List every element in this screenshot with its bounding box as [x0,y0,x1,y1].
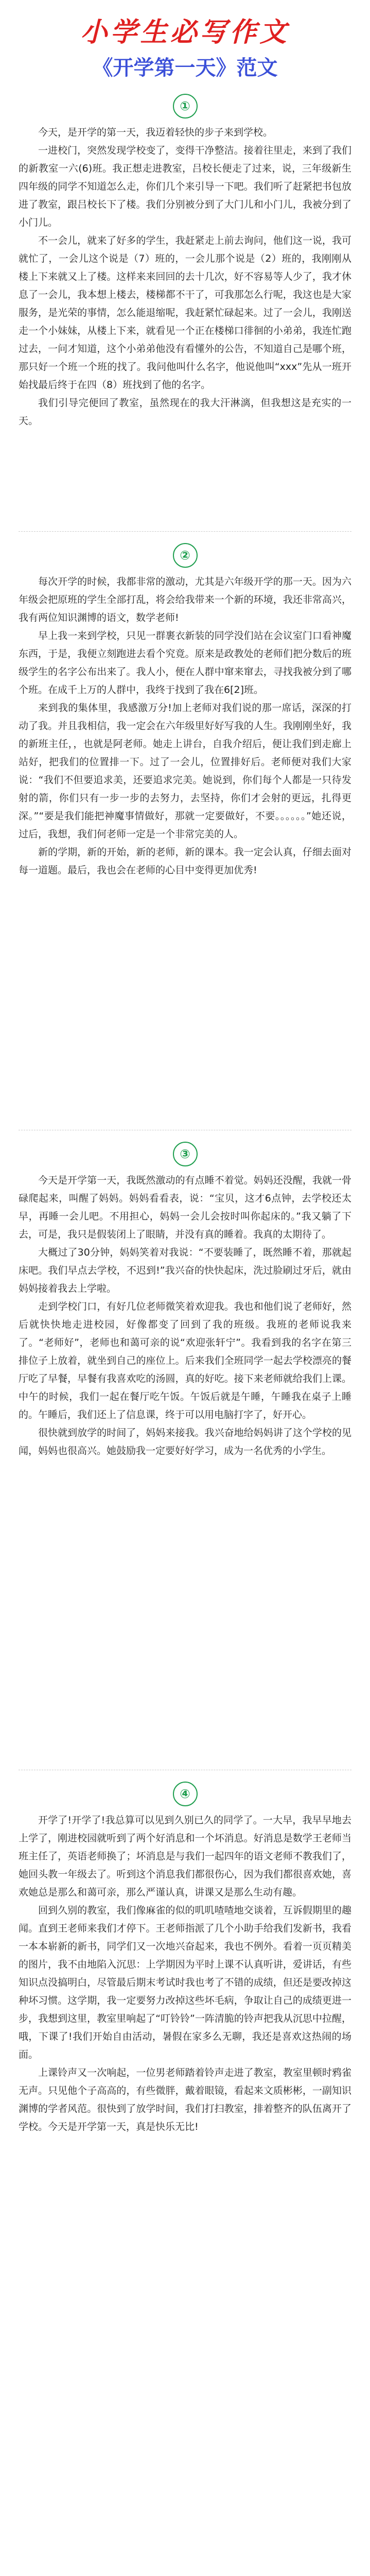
section-number-marker: ③ [173,1142,198,1166]
essay-section-4 [19,1782,351,2576]
essay-paragraph: 开学了!开学了!我总算可以见到久别已久的同学了。一大早，我早早地去上学了，刚进校园就听到了两个好消息和一个坏消息。好消息是数学王老师当班主任了，英语老师换了；坏消息是与我们一起四年的语文老师不教我们了，她回头教一年级去了。听到这个消息我们都很伤心，因为我们都很喜欢她，喜欢她总是那么和蔼可亲，那么严谨认真，讲课又是那么生动有趣。 [19,1815,351,1898]
section-number-marker: ② [173,543,198,568]
section-divider [19,531,351,532]
essay-paragraph: 今天是开学第一天，我既然激动的有点睡不着觉。妈妈还没醒，我就一骨碌爬起来，叫醒了妈妈。妈妈看看表，说：“宝贝，这才6点钟，去学校还太早，再睡一会儿吧。不用担心，妈妈一会儿会按时叫你起床的。”我又躺了下去，可是，我只是假装闭上了眼睛，并没有真的睡着。我真的太期待了。 [19,1175,351,1240]
essay-section-2 [19,543,351,1130]
essay-paragraph: 来到我的集体里，我感激万分!加上老师对我们说的那一席话，深深的打动了我。并且我相信，我一定会在六年级里好好写我的人生。我刚刚坐好，我的新班主任，，也就是阿老师。她走上讲台，自我介绍后，便让我们到走廊上站好，把我们的位置排一下。过了一会儿，位置排好后。老师便对我们大家说：“我们不但要追求美，还要追求完美。她说到，你们每个人都是一只待发射的箭，你们只有一步一步的去努力，去坚持，你们才会射的更远，扎得更深。”“要是我们能把神魔事情做好，那就一定要做好，不要。。。。。。”她还说，过后，我想，我们何老师一定是一个非常完美的人。 [19,702,351,840]
essay-paragraph: 走到学校门口，有好几位老师微笑着欢迎我。我也和他们说了老师好，然后就快快地走进校园，好像都变了回到了我的班级。我班的老师说我来了。“老师好”，老师也和蔼可亲的说“欢迎张轩宁”。我看到我的名字在第三排位子上放着，就坐到自己的座位上。后来我们全班同学一起去学校漂亮的餐厅吃了早餐，早餐有我喜欢吃的汤圆，真的好吃。接下来老师就给我们上课。中午的时候，我们一起在餐厅吃午饭。午饭后就是午睡，午睡我在桌子上睡的。午睡后，我们还上了信息课，终于可以用电脑打字了，好开心。 [19,1301,351,1420]
essay-paragraph: 很快就到放学的时间了，妈妈来接我。我兴奋地给妈妈讲了这个学校的见闻，妈妈也很高兴。她鼓励我一定要好好学习，成为一名优秀的小学生。 [19,1427,351,1456]
essay-paragraph: 大概过了30分钟，妈妈笑着对我说：“不要装睡了，既然睡不着，那就起床吧。我们早点去学校，不迟到!”我兴奋的快快起床，洗过脸刷过牙后，就由妈妈接着我去上学啦。 [19,1247,351,1294]
essay-paragraph: 上课铃声又一次响起，一位男老师踏着铃声走进了教室，教室里顿时鸦雀无声。只见他个子高高的，有些微胖，戴着眼镜，看起来文质彬彬，一副知识渊博的学者风范。很快到了放学时间，我们打扫教室，排着整齐的队伍离开了学校。今天是开学第一天，真是快乐无比! [19,2067,351,2132]
essay-paragraph: 早上我一来到学校，只见一群裹衣新装的同学没们站在会议室门口看神魔东西，于是，我便立刻跑进去看个究竟。原来是政教处的老师们把分数后的班级学生的名字公布出来了。我人小，便在人群中窜来窜去，寻找我被分到了哪个班。在成千上万的人群中，我终于找到了我在6[2]班。 [19,630,351,696]
essay-paragraph: 一进校门，突然发现学校变了，变得干净整洁。接着往里走，来到了我们的新教室一六(6)班。我正想走进教室，吕校长便走了过来，说，三年级新生四年级的同学不知道怎么走，你们几个来引导一下吧。我们听了赶紧把书包放进了教室，跟吕校长下了楼。我们分别被分到了大门儿和小门儿，我被分到了小门儿。 [19,145,351,228]
header [0,0,370,82]
essay-section-3 [19,1142,351,1770]
essay-list [0,94,370,2576]
essay-paragraph: 我们引导完便回了教室，虽然现在的我大汗淋漓，但我想这是充实的一天。 [19,397,351,427]
section-number-marker: ① [173,94,198,118]
essay-paragraph: 回到久别的教室，我们像麻雀的似的叽叽喳喳地交谈着，互诉假期里的趣闻。直到王老师来我们才停下。王老师指派了几个小助手给我们发新书，我看一本本崭新的新书，同学们又一次地兴奋起来，我也不例外。看着一页页精美的图片，我不由地陷入沉思：上学期因为平时上课不认真听讲，爱讲话，有些知识点没搞明白，尽管最后期末考试时我也考了不错的成绩，但还是要改掉这种坏习惯。这学期，我一定要努力改掉这些坏毛病，争取让自己的成绩更进一步，我想到这里，教室里响起了“叮铃铃”一阵清脆的铃声把我从沉思中拉醒，哦，下课了!我们开始自由活动，暑假在家多么无聊，我还是喜欢这热闹的场面。 [19,1905,351,2060]
essay-section-1 [19,94,351,532]
essay-paragraph: 每次开学的时候，我都非常的激动，尤其是六年级开学的那一天。因为六年级会把原班的学生全部打乱，将会给我带来一个新的环境，我还非常高兴，我有两位知识渊博的语文，数学老师! [19,576,351,623]
essay-paragraph: 今天，是开学的第一天，我迈着轻快的步子来到学校。 [38,127,273,138]
section-number-marker: ④ [173,1782,198,1806]
essay-paragraph: 不一会儿，就来了好多的学生，我赶紧走上前去询问，他们这一说，我可就忙了，一会儿这个说是（7）班的，一会儿那个说是（2）班的，我刚刚从楼上下来就又上了楼。这样来来回回的去十几次，好不容易等人少了，我才休息了一会儿，我本想上楼去，楼梯都不干了，可我那怎么行呢，我这也是大家服务，是光荣的事情，怎么能退缩呢，我赶紧忙碌起来。过了一会儿，我刚送走一个小妹妹，从楼上下来，就看见一个正在楼梯口徘徊的小弟弟，我连忙跑过去，一问才知道，这个小弟弟他没有看懂外的公告，不知道自己是哪个班，那只好一个班一个班的找了。我问他叫什么名字，他说他叫“xxx”先从一班开始找最后终于在四（8）班找到了他的名字。 [19,235,351,391]
page-subtitle: 《开学第一天》范文 [92,56,278,80]
essay-paragraph: 新的学期，新的开始，新的老师，新的课本。我一定会认真，仔细去面对每一道题。最后，我也会在老师的心目中变得更加优秀! [19,846,351,876]
page-title: 小学生必写作文 [80,17,290,48]
